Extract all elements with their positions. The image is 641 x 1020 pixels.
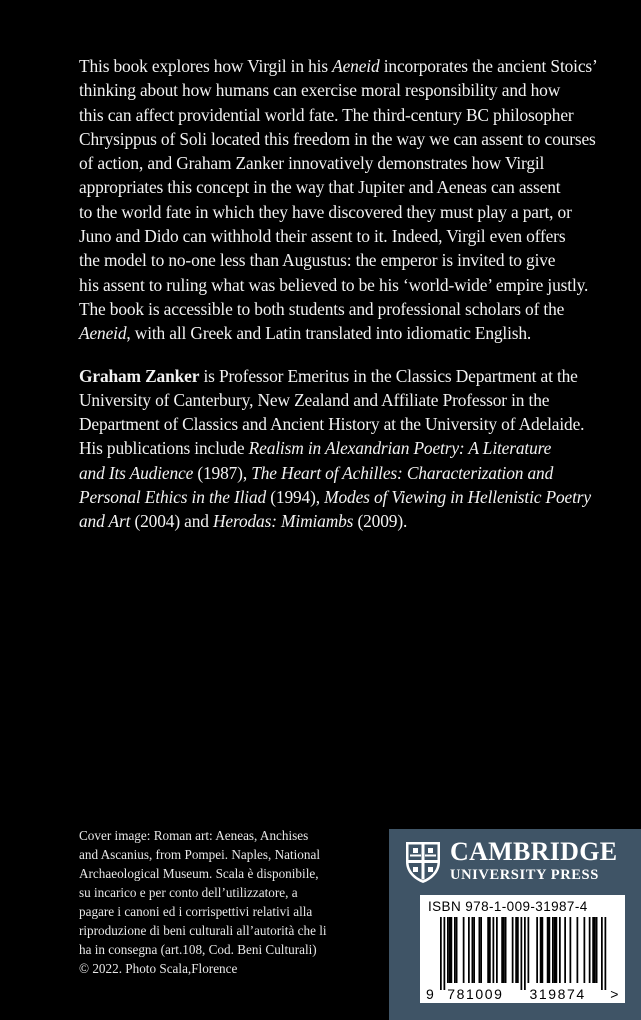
barcode-bar: [449, 917, 451, 983]
credit-line: riproduzione di beni culturali all’autorità che li: [79, 923, 327, 938]
barcode-bar: [473, 917, 475, 983]
barcode-digit-first: 9: [426, 986, 436, 1002]
text-line: the model to no-one less than Augustus: the emperor is invited to give: [79, 250, 556, 271]
publisher-logo: [404, 839, 617, 884]
barcode-bar: [549, 917, 551, 983]
barcode-bar: [570, 917, 572, 983]
text-line: His publications include Realism in Alexandrian Poetry: A Literature: [79, 438, 552, 459]
barcode-bar: [596, 917, 598, 983]
text-line: Chrysippus of Soli located this freedom in the way we can assent to courses: [79, 128, 596, 149]
isbn-barcode: [420, 895, 625, 1003]
text-line: appropriates this concept in the way that Jupiter and Aeneas can assent: [79, 177, 561, 198]
credit-line: Archaeological Museum. Scala è disponibile,: [79, 866, 319, 881]
barcode-digits-left: 781009: [447, 986, 504, 1002]
cambridge-shield-icon: [404, 840, 442, 884]
barcode-digits-right: 319874: [529, 986, 586, 1002]
barcode-bar: [501, 917, 503, 983]
text-line: his assent to ruling what was believed to be his ‘world-wide’ empire justly.: [79, 274, 589, 295]
barcode-bar: [515, 917, 517, 983]
barcode-bar: [496, 917, 498, 983]
text-line: and Its Audience (1987), The Heart of Achilles: Characterization and: [79, 462, 554, 483]
barcode-bar: [463, 917, 465, 983]
credit-line: ha in consegna (art.108, Cod. Beni Culturali): [79, 942, 317, 957]
text-line: Graham Zanker is Professor Emeritus in the Classics Department at the: [79, 365, 578, 386]
credit-line: © 2022. Photo Scala,Florence: [79, 961, 238, 976]
barcode-bar: [472, 917, 474, 983]
credit-line: and Ascanius, from Pompei. Naples, National: [79, 847, 320, 862]
barcode-bar: [584, 917, 586, 983]
barcode-bar: [479, 917, 481, 983]
text-line: and Art (2004) and Herodas: Mimiambs (2009).: [79, 511, 408, 532]
publisher-panel: [389, 829, 641, 1020]
text-line: University of Canterbury, New Zealand and Affiliate Professor in the: [79, 389, 550, 410]
barcode-bar: [521, 917, 523, 990]
barcode-bar: [564, 917, 566, 983]
barcode-bar: [528, 917, 530, 983]
barcode-bar: [594, 917, 596, 983]
barcode-bar: [487, 917, 489, 983]
barcode-bar: [559, 917, 561, 983]
barcode-bar: [447, 917, 449, 983]
credit-line: pagare i canoni ed i corrispettivi relativi alla: [79, 904, 313, 919]
credit-line: Cover image: Roman art: Aeneas, Anchises: [79, 828, 309, 843]
credit-line: su incarico e per conto dell’utilizzatore, a: [79, 885, 298, 900]
text-line: Personal Ethics in the Iliad (1994), Modes of Viewing in Hellenistic Poetry: [79, 487, 591, 508]
barcode-bar: [493, 917, 495, 983]
description-paragraph: [79, 54, 609, 346]
barcode-bar: [552, 917, 554, 983]
back-cover-text: [79, 54, 609, 534]
barcode-graphic: [420, 895, 625, 1003]
barcode-bar: [468, 917, 470, 983]
barcode-bar: [577, 917, 579, 983]
barcode-bar: [524, 917, 526, 990]
barcode-bar: [601, 917, 603, 990]
barcode-bar: [451, 917, 453, 983]
barcode-end-mark: >: [610, 986, 621, 1002]
barcode-bar: [547, 917, 549, 983]
text-line: thinking about how humans can exercise moral responsibility and how: [79, 80, 561, 101]
text-line: Juno and Dido can withhold their assent to it. Indeed, Virgil even offers: [79, 226, 566, 247]
barcode-bar: [444, 917, 446, 990]
text-line: The book is accessible to both students and professional scholars of the: [79, 298, 565, 319]
barcode-bar: [542, 917, 544, 983]
barcode-bar: [554, 917, 556, 983]
text-line: this can affect providential world fate. The third-century BC philosopher: [79, 104, 574, 125]
barcode-bar: [440, 917, 442, 990]
barcode-bar: [540, 917, 542, 983]
barcode-bar: [536, 917, 538, 983]
barcode-bar: [489, 917, 491, 983]
publisher-subname: UNIVERSITY PRESS: [450, 867, 599, 883]
publisher-name: CAMBRIDGE: [450, 837, 618, 866]
barcode-bar: [503, 917, 505, 983]
barcode-bar: [517, 917, 519, 983]
text-line: This book explores how Virgil in his Aeneid incorporates the ancient Stoics’: [79, 56, 598, 76]
barcode-bar: [592, 917, 594, 983]
cover-image-credit: [79, 826, 379, 978]
barcode-bar: [454, 917, 456, 983]
barcode-bar: [456, 917, 458, 983]
barcode-bar: [605, 917, 607, 990]
isbn-label: ISBN 978-1-009-31987-4: [428, 899, 588, 914]
barcode-bar: [480, 917, 482, 983]
text-line: Department of Classics and Ancient History at the University of Adelaide.: [79, 414, 585, 435]
barcode-bar: [589, 917, 591, 983]
barcode-bar: [505, 917, 507, 983]
text-line: of action, and Graham Zanker innovatively demonstrates how Virgil: [79, 153, 545, 174]
barcode-bar: [556, 917, 558, 983]
author-bio-paragraph: [79, 364, 609, 534]
barcode-bar: [512, 917, 514, 983]
text-line: Aeneid, with all Greek and Latin translated into idiomatic English.: [79, 323, 532, 344]
text-line: to the world fate in which they have discovered they must play a part, or: [79, 201, 572, 222]
